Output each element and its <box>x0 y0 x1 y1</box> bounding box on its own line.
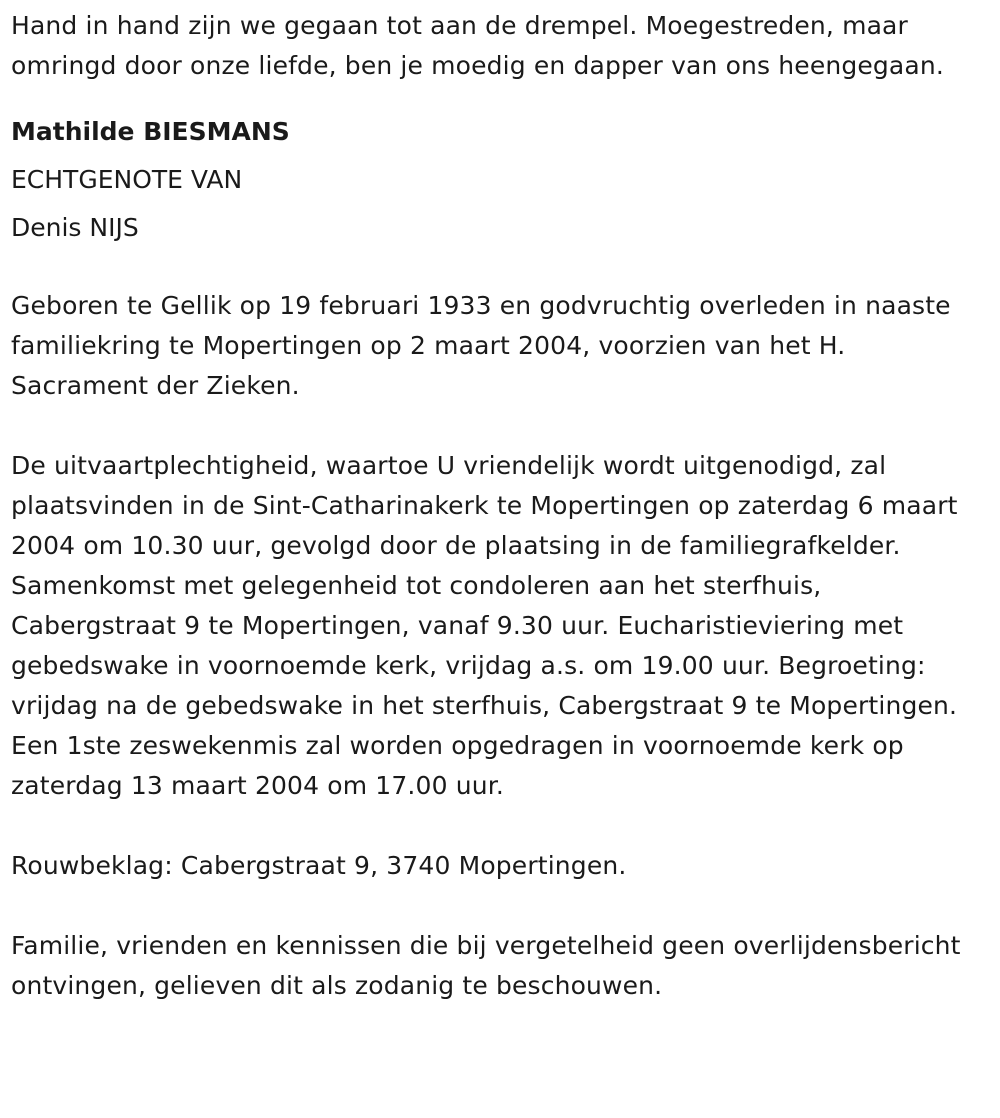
spouse-name: Denis NIJS <box>11 213 139 242</box>
funeral-paragraph: De uitvaartplechtigheid, waartoe U vriendelijk wordt uitgenodigd, zal plaatsvinden in de Sint-Catharinakerk te Mopertingen op zaterdag 6 maart 2004 om 10.30 uur, gevolgd door de plaatsing in de familiegrafkelder. Samenkomst met gelegenheid tot condoleren aan het sterfhuis, Cabergstraat 9 te Mopertingen, vanaf 9.30 uur. Eucharistieviering met gebedswake in voornoemde kerk, vrijdag a.s. om 19.00 uur. Begroeting: vrijdag na de gebedswake in het sterfhuis, Cabergstraat 9 te Mopertingen. Een 1ste zeswekenmis zal worden opgedragen in voornoemde kerk op zaterdag 13 maart 2004 om 17.00 uur. <box>11 451 958 800</box>
closing-paragraph: Familie, vrienden en kennissen die bij vergetelheid geen overlijdensbericht ontvingen, gelieven dit als zodanig te beschouwen. <box>11 931 961 1000</box>
condolence-address: Rouwbeklag: Cabergstraat 9, 3740 Mopertingen. <box>11 851 627 880</box>
deceased-name: Mathilde BIESMANS <box>11 117 290 146</box>
relation-label: ECHTGENOTE VAN <box>11 165 243 194</box>
intro-paragraph: Hand in hand zijn we gegaan tot aan de drempel. Moegestreden, maar omringd door onze liefde, ben je moedig en dapper van ons heengegaan. <box>11 11 944 80</box>
birth-death-paragraph: Geboren te Gellik op 19 februari 1933 en godvruchtig overleden in naaste familiekring te Mopertingen op 2 maart 2004, voorzien van het H. Sacrament der Zieken. <box>11 291 951 400</box>
